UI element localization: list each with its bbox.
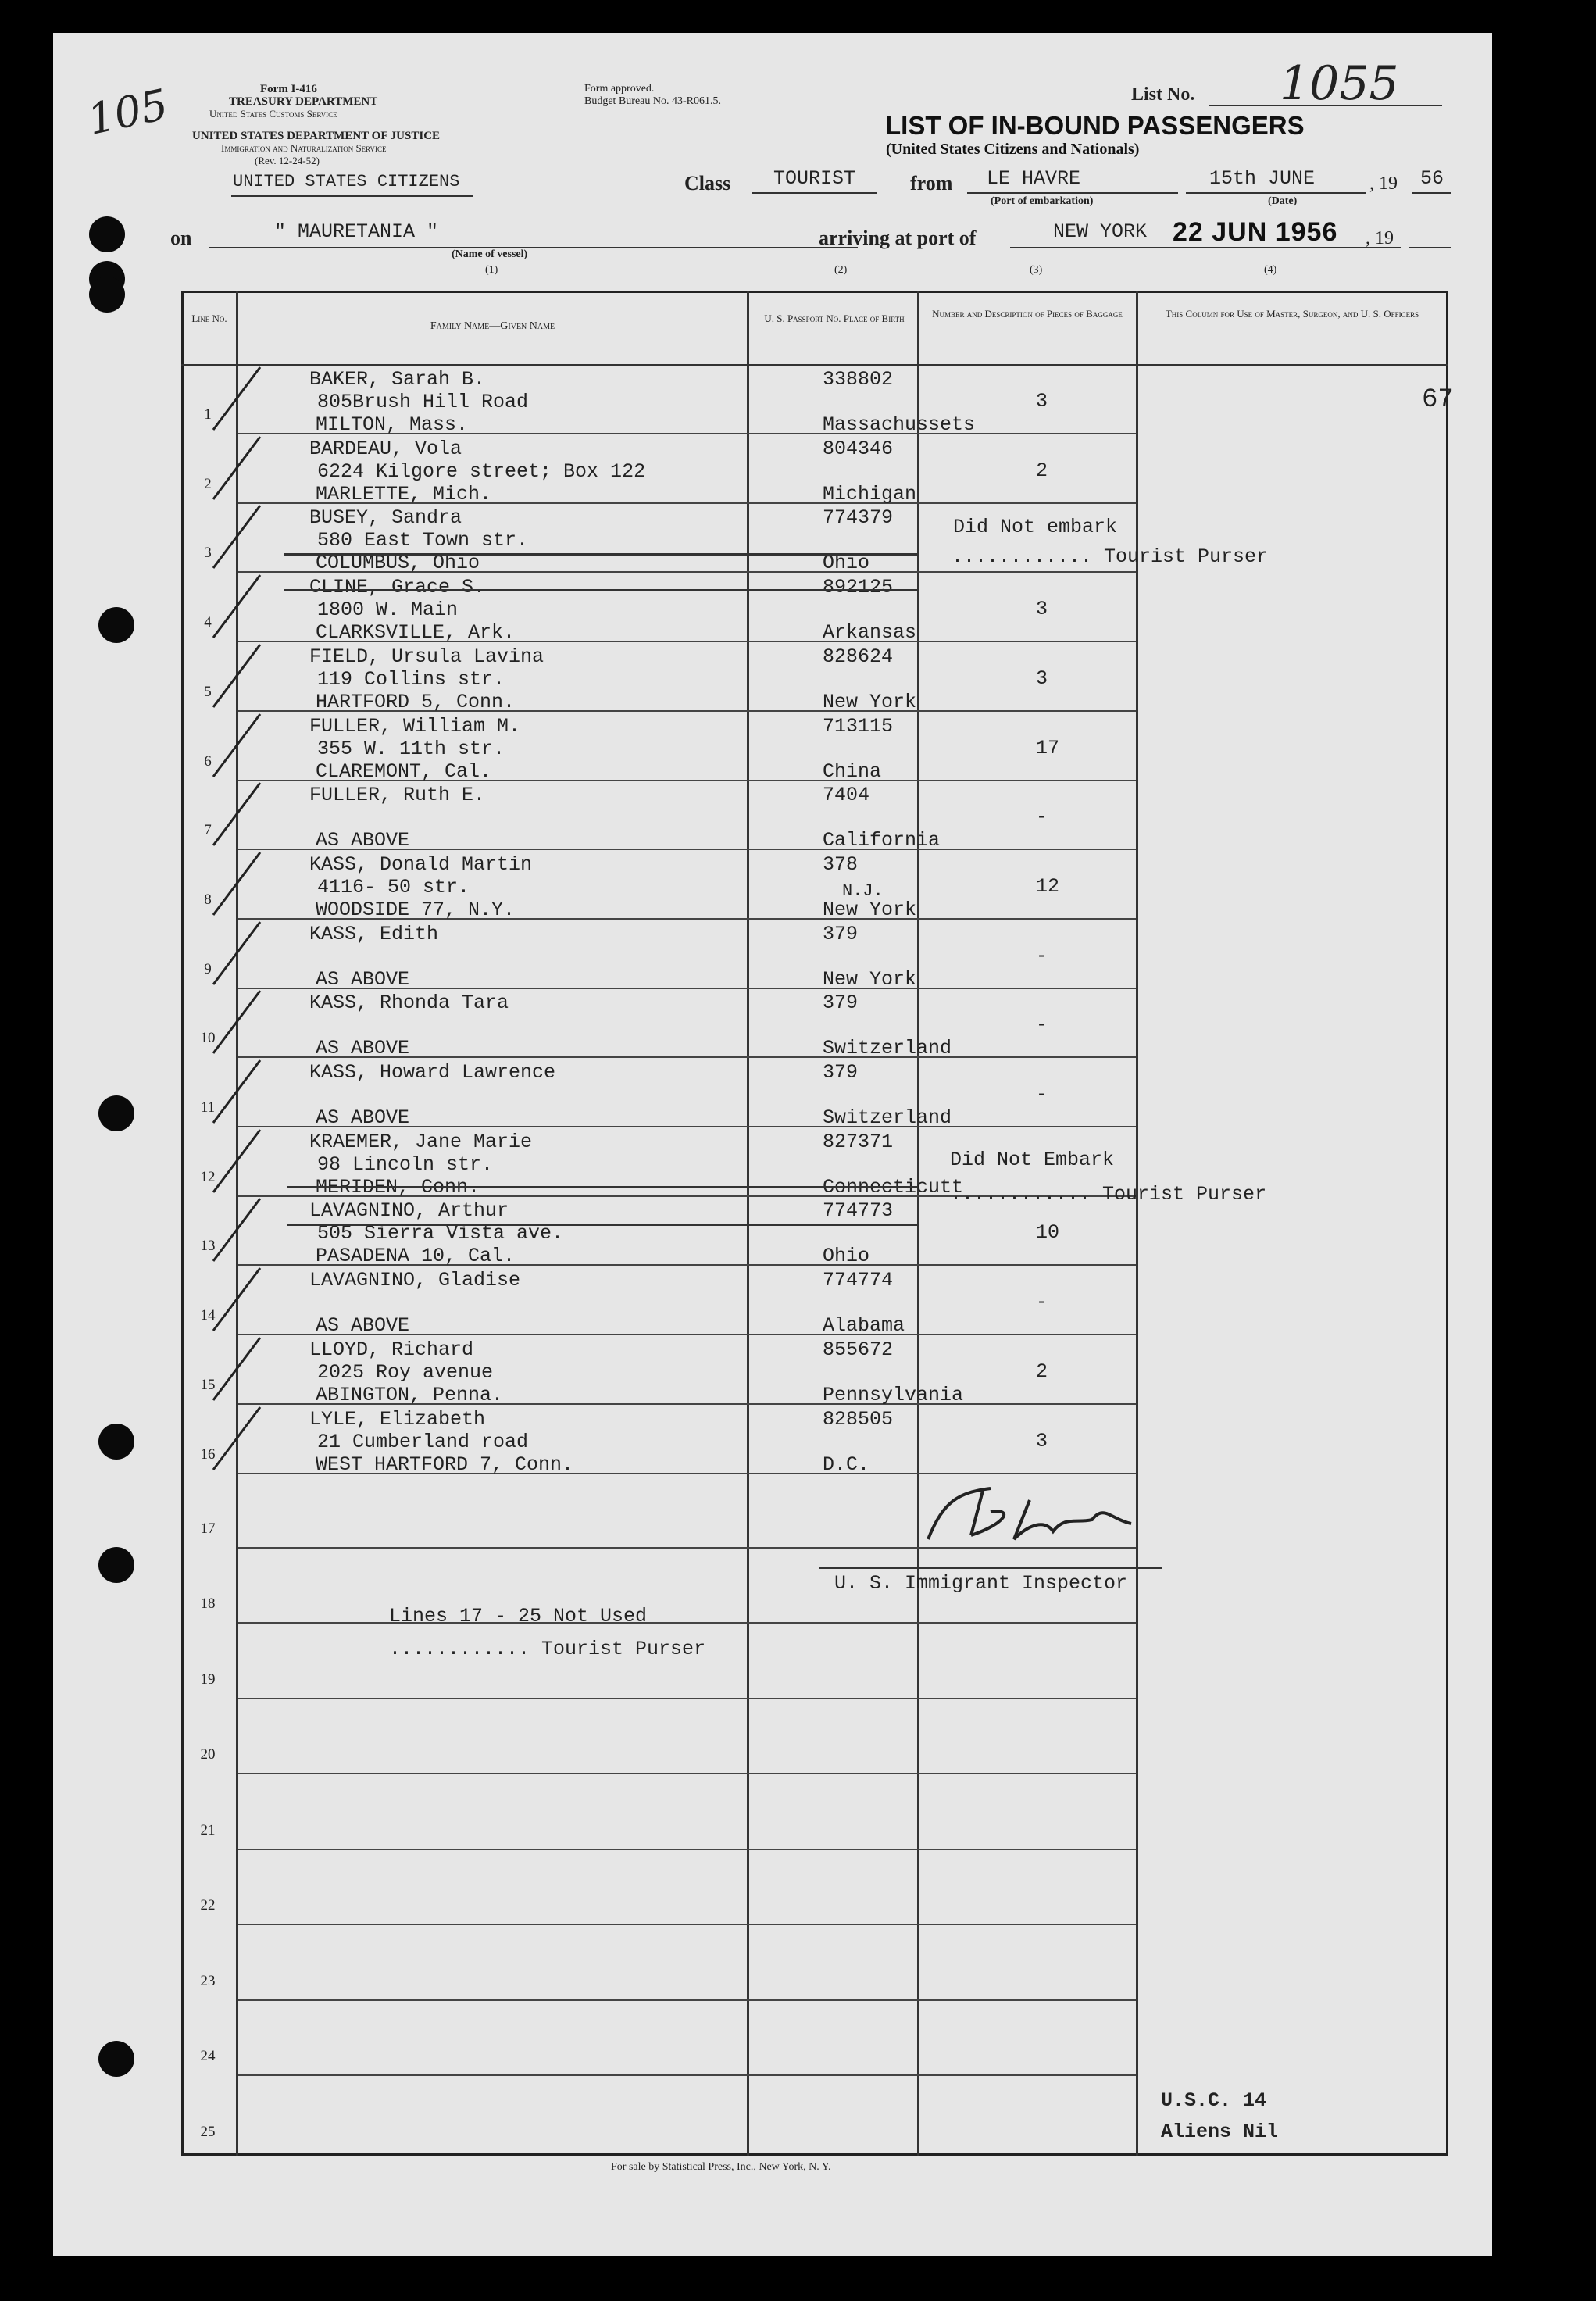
table-row (53, 1777, 1492, 1852)
passenger-address: 355 W. 11th str. (317, 738, 505, 760)
check-mark-icon (209, 1403, 264, 1474)
revision: (Rev. 12-24-52) (255, 155, 320, 166)
place-of-birth: Switzerland (823, 1037, 952, 1059)
table-row (53, 1550, 1492, 1625)
table-row (53, 1701, 1492, 1776)
check-mark-icon (209, 641, 264, 711)
table-row (53, 852, 1492, 921)
passport-number: 379 (823, 992, 859, 1014)
caption-1: (1) (485, 264, 498, 276)
baggage-count: - (1036, 1083, 1048, 1106)
punch-hole (89, 277, 125, 313)
passenger-city: PASADENA 10, Cal. (316, 1245, 516, 1267)
line-number: 5 (204, 683, 212, 700)
customs-service: United States Customs Service (209, 108, 337, 120)
passport-number: 774774 (823, 1269, 894, 1292)
line-number: 4 (204, 613, 212, 631)
passenger-city: MARLETTE, Mich. (316, 483, 492, 506)
place-of-birth: Pennsylvania (823, 1384, 964, 1406)
place-of-birth: New York (823, 899, 917, 921)
caption-2: (2) (834, 264, 848, 276)
passenger-name: KASS, Donald Martin (309, 853, 533, 876)
table-row (53, 1626, 1492, 1701)
table-row (53, 1198, 1492, 1267)
passport-number: 774379 (823, 506, 894, 529)
year-prefix: , 19 (1369, 173, 1398, 194)
on-label: on (170, 227, 192, 249)
list-no-value: 1055 (1280, 56, 1399, 111)
form-number: Form I-416 (260, 83, 317, 95)
passenger-name: LAVAGNINO, Arthur (309, 1199, 509, 1222)
passenger-city: COLUMBUS, Ohio (316, 552, 480, 574)
passenger-name: LLOYD, Richard (309, 1338, 474, 1361)
passenger-name: BAKER, Sarah B. (309, 368, 486, 391)
table-row (53, 990, 1492, 1059)
passport-number: 7404 (823, 784, 870, 806)
did-not-embark-note-2: Did Not Embark (950, 1149, 1115, 1171)
passenger-address: 1800 W. Main (317, 598, 459, 621)
caption-3: (3) (1030, 264, 1043, 276)
passenger-address: 6224 Kilgore street; Box 122 (317, 460, 646, 483)
footer-printer: For sale by Statistical Press, Inc., New York, N. Y. (611, 2161, 831, 2173)
baggage-count: - (1036, 1013, 1048, 1036)
line-number: 11 (200, 1099, 216, 1116)
arriving-label: arriving at port of (819, 227, 977, 249)
passenger-name: CLINE, Grace S. (309, 576, 486, 598)
passenger-address: 2025 Roy avenue (317, 1361, 494, 1384)
purser-note-2: ............ Tourist Purser (950, 1183, 1267, 1206)
check-mark-icon (209, 571, 264, 641)
page-subtitle: (United States Citizens and Nationals) (886, 141, 1140, 158)
place-of-birth: Michigan (823, 483, 917, 506)
passenger-city: WOODSIDE 77, N.Y. (316, 899, 516, 921)
vessel-caption: (Name of vessel) (452, 248, 528, 260)
lines-not-used-note: Lines 17 - 25 Not Used (389, 1605, 648, 1627)
passenger-name: BARDEAU, Vola (309, 438, 462, 460)
table-row (53, 1475, 1492, 1550)
line-number: 12 (200, 1168, 216, 1185)
justice-dept: UNITED STATES DEPARTMENT OF JUSTICE (192, 130, 441, 142)
check-mark-icon (209, 502, 264, 572)
table-row (53, 2003, 1492, 2078)
passenger-address: 119 Collins str. (317, 668, 505, 691)
class-value: TOURIST (773, 167, 856, 190)
passport-number: 713115 (823, 715, 894, 738)
vessel-value: " MAURETANIA " (274, 220, 439, 243)
col-baggage: Number and Description of Pieces of Baggage (932, 308, 1123, 320)
passenger-name: FULLER, Ruth E. (309, 784, 486, 806)
passenger-city: WEST HARTFORD 7, Conn. (316, 1453, 574, 1476)
line-number: 13 (200, 1237, 216, 1254)
year-value: 56 (1420, 167, 1444, 190)
immigrant-inspector-label: U. S. Immigrant Inspector (834, 1572, 1128, 1595)
baggage-count: - (1036, 806, 1048, 828)
table-row (53, 1928, 1492, 2003)
line-number: 9 (204, 960, 212, 977)
line-number: 1 (204, 406, 212, 423)
check-mark-icon (209, 1264, 264, 1335)
date-value: 15th JUNE (1209, 167, 1316, 190)
date-caption: (Date) (1268, 195, 1298, 207)
passenger-city: MILTON, Mass. (316, 413, 469, 436)
col-officers: This Column for Use of Master, Surgeon, and U. S. Officers (1165, 308, 1419, 320)
passport-number: 379 (823, 923, 859, 945)
passenger-city: MERIDEN, Conn. (316, 1176, 480, 1199)
line-number: 24 (200, 2048, 216, 2065)
list-no-label: List No. (1131, 84, 1195, 105)
passenger-city: CLARKSVILLE, Ark. (316, 621, 516, 644)
place-of-birth: New York (823, 691, 917, 713)
passenger-name: BUSEY, Sandra (309, 506, 462, 529)
line-number: 6 (204, 752, 212, 770)
treasury-dept: TREASURY DEPARTMENT (229, 95, 378, 108)
punch-hole (89, 216, 125, 252)
passenger-name: KASS, Howard Lawrence (309, 1061, 556, 1084)
line-number: 20 (200, 1746, 216, 1763)
check-mark-icon (209, 1126, 264, 1196)
passenger-address: 21 Cumberland road (317, 1431, 529, 1453)
aliens-count: Aliens Nil (1161, 2121, 1279, 2143)
baggage-count: 10 (1036, 1221, 1060, 1244)
baggage-count: - (1036, 1291, 1048, 1313)
table-row (53, 1406, 1492, 1476)
table-row (53, 505, 1492, 574)
passenger-address: 580 East Town str. (317, 529, 529, 552)
citizens-label: UNITED STATES CITIZENS (233, 172, 460, 191)
baggage-count: 3 (1036, 667, 1048, 690)
col-passport: U. S. Passport No. Place of Birth (764, 313, 905, 324)
passenger-name: KRAEMER, Jane Marie (309, 1131, 533, 1153)
place-of-birth: Ohio (823, 1245, 870, 1267)
line-number: 7 (204, 821, 212, 838)
form-approved: Form approved. (584, 83, 655, 95)
table-row (53, 1852, 1492, 1927)
table-row (53, 782, 1492, 852)
check-mark-icon (209, 1334, 264, 1404)
inspector-signature (897, 1477, 1178, 1555)
place-of-birth: New York (823, 968, 917, 991)
port-value: NEW YORK (1053, 220, 1148, 243)
passport-number: 378 (823, 853, 859, 876)
line-number: 3 (204, 544, 212, 561)
table-row (53, 1059, 1492, 1129)
place-of-birth: Arkansas (823, 621, 917, 644)
line-number: 10 (200, 1029, 216, 1046)
table-row (53, 574, 1492, 644)
passport-number: 338802 (823, 368, 894, 391)
baggage-count: 2 (1036, 459, 1048, 482)
did-not-embark-note-1: Did Not embark (953, 516, 1118, 538)
check-mark-icon (209, 849, 264, 919)
budget-bureau: Budget Bureau No. 43-R061.5. (584, 95, 721, 107)
from-value: LE HAVRE (987, 167, 1081, 190)
passenger-city: ABINGTON, Penna. (316, 1384, 504, 1406)
line-number: 15 (200, 1376, 216, 1393)
passenger-name: LAVAGNINO, Gladise (309, 1269, 521, 1292)
port-embark-caption: (Port of embarkation) (991, 195, 1094, 207)
line-number: 14 (200, 1306, 216, 1324)
caption-4: (4) (1264, 264, 1277, 276)
class-label: Class (684, 172, 731, 195)
baggage-count: 12 (1036, 875, 1060, 898)
check-mark-icon (209, 1195, 264, 1265)
year-prefix-2: , 19 (1366, 228, 1394, 248)
passenger-name: KASS, Edith (309, 923, 439, 945)
table-row (53, 1337, 1492, 1406)
place-of-birth: California (823, 829, 941, 852)
passport-number: 828505 (823, 1408, 894, 1431)
passenger-city: HARTFORD 5, Conn. (316, 691, 516, 713)
line-number: 25 (200, 2124, 216, 2141)
baggage-count: 3 (1036, 598, 1048, 620)
place-of-birth: Switzerland (823, 1106, 952, 1129)
check-mark-icon (209, 433, 264, 503)
place-of-birth: China (823, 760, 882, 783)
place-of-birth: Massachussets (823, 413, 976, 436)
table-row (53, 921, 1492, 991)
passport-number: 855672 (823, 1338, 894, 1361)
passenger-name: KASS, Rhonda Tara (309, 992, 509, 1014)
table-row (53, 713, 1492, 783)
place-of-birth: Connecticutt (823, 1176, 964, 1199)
line-number: 16 (200, 1445, 216, 1463)
table-row (53, 366, 1492, 436)
check-mark-icon (209, 363, 264, 434)
from-label: from (910, 172, 953, 195)
line-number: 2 (204, 475, 212, 492)
line-number: 23 (200, 1973, 216, 1990)
table-row (53, 1267, 1492, 1337)
passport-number: 804346 (823, 438, 894, 460)
passenger-city: CLAREMONT, Cal. (316, 760, 492, 783)
purser-note-3: ............ Tourist Purser (389, 1638, 706, 1660)
passenger-name: FIELD, Ursula Lavina (309, 645, 544, 668)
check-mark-icon (209, 710, 264, 781)
usc-count: U.S.C. 14 (1161, 2089, 1267, 2112)
passport-number: 892125 (823, 576, 894, 598)
margin-note: 105 (83, 79, 173, 145)
table-row (53, 644, 1492, 713)
line-number: 21 (200, 1822, 216, 1839)
line-number: 18 (200, 1595, 216, 1613)
passenger-address: 98 Lincoln str. (317, 1153, 494, 1176)
col-name: Family Name—Given Name (430, 320, 555, 332)
place-of-birth: D.C. (823, 1453, 870, 1476)
line-number: 17 (200, 1520, 216, 1538)
passenger-name: FULLER, William M. (309, 715, 521, 738)
nj-correction: N.J. (842, 881, 884, 901)
passport-number: 827371 (823, 1131, 894, 1153)
check-mark-icon (209, 1056, 264, 1127)
col-line-no: Line No. (191, 313, 227, 324)
baggage-count: - (1036, 945, 1048, 967)
passenger-city: AS ABOVE (316, 1106, 410, 1129)
baggage-count: 3 (1036, 390, 1048, 413)
ins-service: Immigration and Naturalization Service (221, 142, 387, 154)
line-number: 22 (200, 1897, 216, 1914)
form-sheet (53, 33, 1492, 2256)
place-of-birth: Alabama (823, 1314, 905, 1337)
check-mark-icon (209, 987, 264, 1057)
check-mark-icon (209, 918, 264, 988)
passenger-name: LYLE, Elizabeth (309, 1408, 486, 1431)
passenger-address: 4116- 50 str. (317, 876, 470, 899)
line-number: 19 (200, 1671, 216, 1688)
baggage-count: 3 (1036, 1430, 1048, 1452)
passenger-city: AS ABOVE (316, 1037, 410, 1059)
passport-number: 774773 (823, 1199, 894, 1222)
passenger-city: AS ABOVE (316, 1314, 410, 1337)
purser-note-1: ............ Tourist Purser (952, 545, 1269, 568)
passenger-address: 805Brush Hill Road (317, 391, 529, 413)
baggage-count: 17 (1036, 737, 1060, 759)
line-number: 8 (204, 891, 212, 908)
passport-number: 379 (823, 1061, 859, 1084)
arrival-stamp: 22 JUN 1956 (1173, 217, 1338, 247)
page-title: LIST OF IN-BOUND PASSENGERS (885, 111, 1305, 140)
passport-number: 828624 (823, 645, 894, 668)
table-row (53, 436, 1492, 506)
baggage-count: 2 (1036, 1360, 1048, 1383)
passenger-city: AS ABOVE (316, 968, 410, 991)
officer-note: 67 (1422, 385, 1454, 415)
place-of-birth: Ohio (823, 552, 870, 574)
passenger-address: 505 Sierra Vista ave. (317, 1222, 564, 1245)
passenger-city: AS ABOVE (316, 829, 410, 852)
check-mark-icon (209, 779, 264, 849)
